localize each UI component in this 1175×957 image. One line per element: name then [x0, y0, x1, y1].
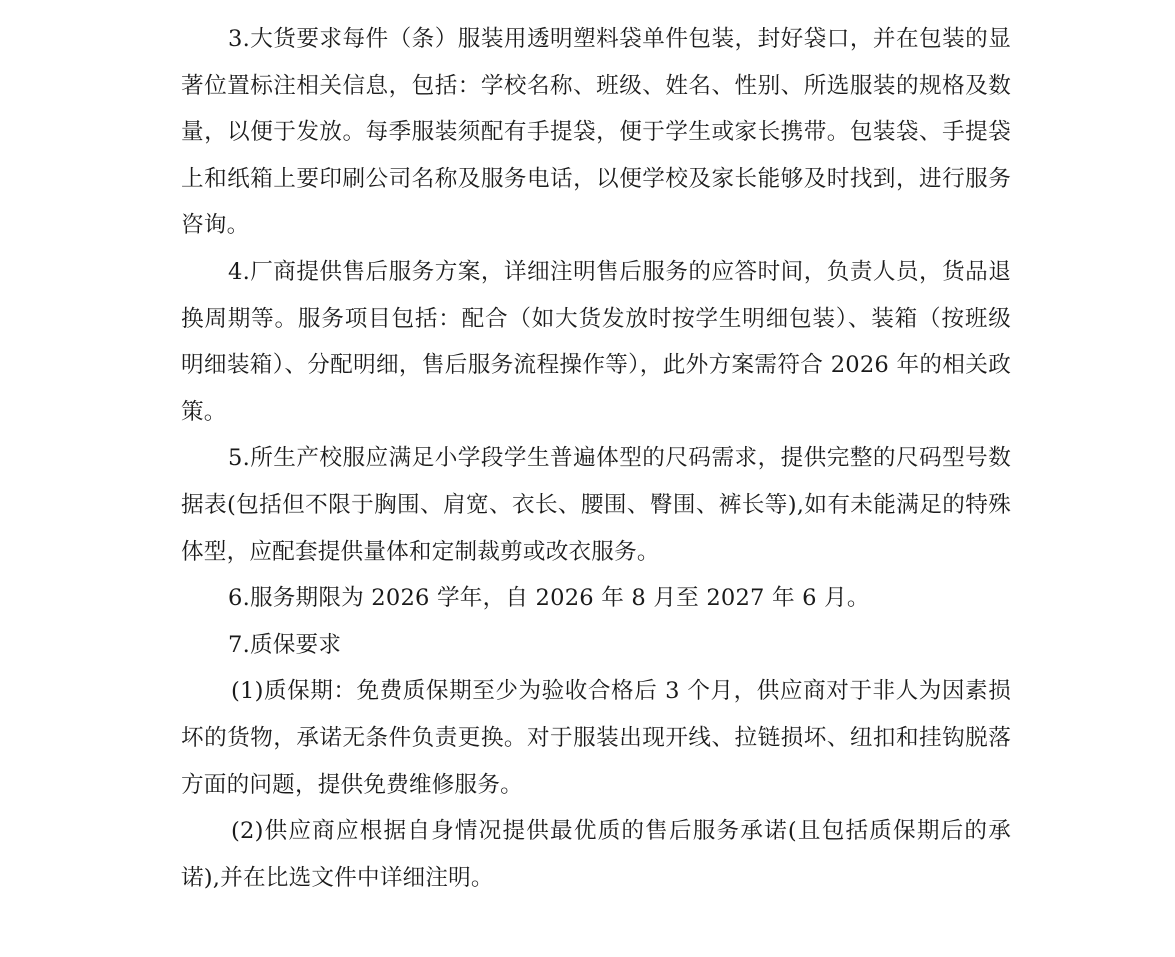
document-page [181, 16, 1011, 901]
paragraph-size-requirements: 5.所生产校服应满足小学段学生普遍体型的尺码需求，提供完整的尺码型号数据表(包括但不限于胸围、肩宽、衣长、腰围、臀围、裤长等),如有未能满足的特殊体型，应配套提供量体和定制裁剪或改衣服务。 [181, 445, 1011, 565]
paragraph-service-period: 6.服务期限为 2026 学年，自 2026 年 8 月至 2027 年 6 月。 [228, 585, 870, 612]
paragraph-warranty-heading: 7.质保要求 [228, 631, 342, 658]
paragraph-after-sales-plan: 4.厂商提供售后服务方案，详细注明售后服务的应答时间，负责人员，货品退换周期等。服务项目包括：配合（如大货发放时按学生明细包装）、装箱（按班级明细装箱）、分配明细，售后服务流程操作等），此外方案需符合 2026 年的相关政策。 [181, 258, 1011, 425]
paragraph-warranty-period: (1)质保期：免费质保期至少为验收合格后 3 个月，供应商对于非人为因素损坏的货物，承诺无条件负责更换。对于服装出现开线、拉链损坏、纽扣和挂钩脱落方面的问题，提供免费维修服务。 [181, 678, 1011, 798]
paragraph-service-commitment: (2)供应商应根据自身情况提供最优质的售后服务承诺(且包括质保期后的承诺),并在比选文件中详细注明。 [181, 818, 1011, 891]
paragraph-packaging-requirements: 3.大货要求每件（条）服装用透明塑料袋单件包装，封好袋口，并在包装的显著位置标注相关信息，包括：学校名称、班级、姓名、性别、所选服装的规格及数量，以便于发放。每季服装须配有手提袋，便于学生或家长携带。包装袋、手提袋上和纸箱上要印刷公司名称及服务电话，以便学校及家长能够及时找到，进行服务咨询。 [181, 26, 1011, 239]
